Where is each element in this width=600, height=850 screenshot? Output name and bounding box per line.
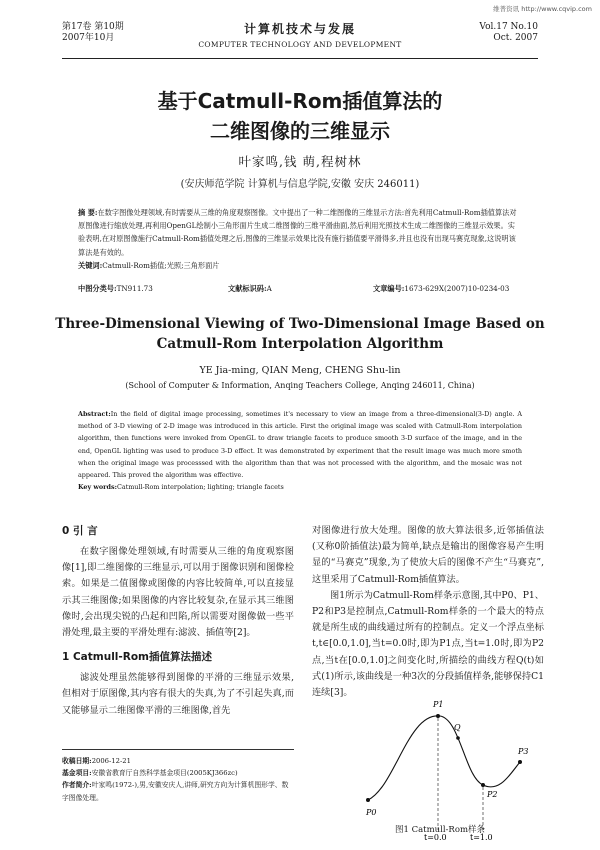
journal-header xyxy=(62,18,538,59)
bio-label: 作者简介: xyxy=(62,781,92,790)
title-en-line2: Catmull-Rom Interpolation Algorithm xyxy=(156,336,444,352)
watermark: 维普资讯 http://www.cqvip.com xyxy=(493,5,592,13)
authors-en: YE Jia-ming, QIAN Meng, CHENG Shu-lin xyxy=(199,365,401,376)
footnotes xyxy=(62,749,294,804)
affiliation-cn: (安庆师范学院 计算机与信息学院,安徽 安庆 246011) xyxy=(180,179,420,190)
label-p0: P0 xyxy=(366,808,377,817)
abstract-en-label: Abstract: xyxy=(78,410,111,418)
section-1-paragraph: 滤波处理虽然能够得到图像的平滑的三维显示效果,但相对于原图像,其内容有很大的失真,为了不引起失真,而又能够显示二维图像平滑的三维图像,首先 xyxy=(62,672,294,716)
fund-text: 安徽省教育厅自然科学基金项目(2005KJ366zc) xyxy=(91,769,238,778)
catmull-rom-figure xyxy=(350,692,530,842)
abstract-en xyxy=(78,408,522,493)
volume-cn: 第17卷 第10期 xyxy=(62,22,124,32)
journal-name-cn: 计算机技术与发展 xyxy=(243,22,356,36)
abstract-cn-text: 在数字图像处理领域,有时需要从三维的角度观察图像。文中提出了一种二维图像的三维显示方法:首先利用Catmull-Rom插值算法对原图像进行缩放处理,再利用OpenGL绘制小三角形面片生成二维图像的三维平滑曲面,然后利用光照技术生成二维图像的三维显示效果。实验表明,在对原图像施行Catmull-Rom插值处理之后,图像的三维显示效果比没有施行插值要平滑得多,并且也没有出现马赛克现象,这说明该算法是有效的。 xyxy=(78,208,517,257)
article-no-label: 文章编号: xyxy=(373,284,405,293)
label-t0: t=0.0 xyxy=(424,833,447,842)
keywords-en: Catmull-Rom interpolation; lighting; triangle facets xyxy=(116,483,284,492)
title-cn-line1: 基于Catmull-Rom插值算法的 xyxy=(157,89,443,113)
title-en-line1: Three-Dimensional Viewing of Two-Dimensional Image Based on xyxy=(55,316,545,332)
date-cn: 2007年10月 xyxy=(62,33,115,43)
doc-code-label: 文献标识码: xyxy=(228,284,267,293)
abstract-cn-label: 摘 要: xyxy=(78,208,98,217)
abstract-cn xyxy=(78,206,522,272)
section-1-title: 1 Catmull-Rom插值算法描述 xyxy=(62,651,212,664)
left-column xyxy=(62,523,294,719)
section-0-title: 0 引 言 xyxy=(62,525,98,537)
control-point-p3 xyxy=(518,760,522,764)
fund-label: 基金项目: xyxy=(62,769,92,778)
figure-caption: 图1 Catmull-Rom样条 xyxy=(394,825,486,835)
label-q: Q xyxy=(454,723,461,732)
paper-title-cn xyxy=(0,86,600,146)
affiliation-en: (School of Computer & Information, Anqing Teachers College, Anqing 246011, China) xyxy=(125,381,475,390)
control-point-p2 xyxy=(481,783,485,787)
right-paragraph-2: 图1所示为Catmull-Rom样条示意图,其中P0、P1、P2和P3是控制点,Catmull-Rom样条的一个最大的特点就是所生成的曲线通过所有的控制点。定义一个浮点坐标t,t∈[0.0,1.0],当t=0.0时,即为P1点,当t=1.0时,即为P2点,当t在[0.0,1.0]之间变化时,所描绘的曲线方程Q(t)如式(1)所示,该曲线是一种3次的分段插值样条,能够保持C1连续[3]。 xyxy=(312,589,544,699)
title-cn-line2: 二维图像的三维显示 xyxy=(210,119,390,143)
section-0-paragraph: 在数字图像处理领域,有时需要从三维的角度观察图像[1],即二维图像的三维显示,可以用于图像识别和图像检索。如果是二值图像或图像的内容比较简单,可以直接显示其三维图像;如果图像的内容比较复杂,在显示其三维图像时,会出现尖锐的凸起和凹陷,所以需要对图像做一些平滑处理,最主要的平滑处理有:滤波、插值等[2]。 xyxy=(62,546,294,639)
keywords-en-label: Key words: xyxy=(78,483,117,492)
label-t1: t=1.0 xyxy=(470,833,493,842)
point-q xyxy=(456,736,460,740)
doc-code-value: A xyxy=(266,284,272,293)
paper-title-en xyxy=(0,314,600,354)
authors-cn: 叶家鸣,钱 萌,程树林 xyxy=(238,154,362,169)
label-p2: P2 xyxy=(487,790,498,799)
volume-en: Vol.17 No.10 xyxy=(479,22,538,32)
right-paragraph-1: 对图像进行放大处理。图像的放大算法很多,近邻插值法(又称0阶插值法)最为简单,缺点是输出的图像容易产生明显的“马赛克”现象,为了使放大后的图像不产生“马赛克”,这里采用了Catmull-Rom插值算法。 xyxy=(312,525,544,585)
received-label: 收稿日期: xyxy=(62,757,92,765)
bio-text: 叶家鸣(1972-),男,安徽安庆人,讲师,研究方向为计算机图形学、数字图像处理。 xyxy=(62,781,289,802)
keywords-cn: Catmull-Rom插值;光照;三角形面片 xyxy=(102,260,220,270)
header-right xyxy=(479,22,538,44)
article-no-value: 1673-629X(2007)10-0234-03 xyxy=(404,284,510,293)
control-point-p0 xyxy=(366,798,370,802)
clc-value: TN911.73 xyxy=(116,284,153,293)
control-point-p1 xyxy=(436,714,440,718)
label-p1: P1 xyxy=(433,700,444,709)
clc-label: 中图分类号: xyxy=(78,284,117,293)
spline-curve xyxy=(368,716,520,800)
label-p3: P3 xyxy=(518,747,529,756)
abstract-en-text: In the field of digital image processing, sometimes it's necessary to view an image from a three-dimensional(3-D) angle. A method of 3-D viewing of 2-D image was introduced in this article. First the original image was scaled with Catmull-Rom interpolation algorithm, then functions were invoked from OpenGL to draw triangle facets to produce smooth 3-D surface of the image, and in the end, OpenGL lighting was used to produce 3-D effect. It was demonstrated by experiment that the result image was much more smoth when the original image was processsed with the algorithm than that was not processed with the algorithm, and the mosaic was not appeared. This proved the algorithm was effective. xyxy=(78,410,522,480)
header-center xyxy=(62,20,538,49)
right-column xyxy=(312,523,544,701)
received-date: 2006-12-21 xyxy=(91,757,131,765)
keywords-cn-label: 关键词: xyxy=(78,260,103,270)
journal-name-en: COMPUTER TECHNOLOGY AND DEVELOPMENT xyxy=(198,40,402,49)
date-en: Oct. 2007 xyxy=(493,33,538,43)
